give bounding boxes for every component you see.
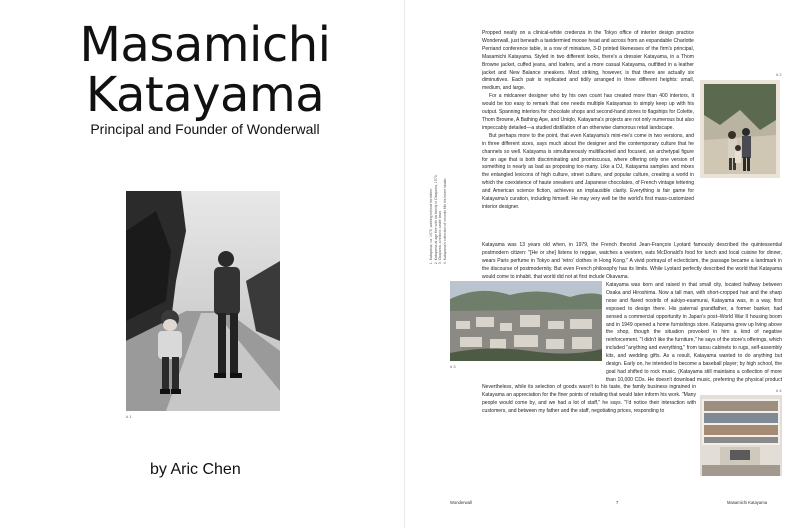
caption-line: 3. Okayama, a historic castle town. [438, 209, 442, 265]
body-column-bottom [482, 384, 696, 496]
byline: by Aric Chen [150, 461, 241, 478]
body-paragraph: Katayama was born and raised in that small city, located halfway between Osaka and Hiroshima. Now a tall man, with short-cropped hair and the sharp nose and flared nostrils of aukiyo-esamurai, Katayama was, in a way, first exposed to design there. His paternal grandfather, a former banker, had sensed a commercial opportunity in Japan's post–World War II housing boom and in 1949 opened a home furnishings store. Katayama grew up living above the shop, though the situation provoked in him a kind of negative reinforcement. "I didn't like the furniture," he says of the store's offerings, which included "anything and everything," from tansu cabinets to rugs, self-assembly kits, and wedding gifts. As a result, Katayama wanted to do anything but design. Early on, he intended to become a baseball player; by high school, the goal had shifted to rock music. (Katayama still maintains a collection of more than 10,000 CDs. He doesn't download music, preferring the physical product [606, 282, 782, 382]
body-paragraph: Propped neatly on a clinical-white credenza in the Tokyo office of interior design practice Wonderwall, just beneath a taxidermied moose head and across from an expandable Charlotte Perriand conference table, is a row of miniature, 3-D printed likenesses of the firm's principal, Masamichi Katayama. Styled in two different looks, there's a dressier Katayama, in a Thom Browne jacket, cuffed jeans, and loafers, and a more casual Katayama, outfitted in a leather jacket and New Balance sneakers. Most striking, however, is that there are actually six diminutives. Each pair is replicated and tidily arranged in three different heights: small, medium, and large. [482, 30, 694, 92]
photo-family-portrait [700, 80, 780, 178]
footer-article-name: Masamichi Katayama [727, 500, 768, 505]
photo-okayama-city [450, 281, 602, 361]
body-column-lower-right [606, 282, 782, 382]
photo-child-walking [126, 191, 280, 411]
caption-line: 4. Katayama's collection of records fills his home studio. [442, 177, 447, 265]
body-paragraph: Nevertheless, while its selection of goods wasn't to his taste, the family business ingrained in Katayama an appreciation for the finer points of retailing that would later inform his work. "Many people would come by, and we had a lot of staff," he says. "I'd notice their interaction with customers, and between my father and the staff, negotiating prices, responding to [482, 384, 696, 414]
figure-label-3: # 3 [450, 364, 456, 369]
photo-captions [418, 95, 456, 275]
footer-page-number: 7 [616, 500, 619, 505]
photo-record-shelves [700, 395, 782, 476]
article-subtitle: Principal and Founder of Wonderwall [90, 121, 320, 137]
body-paragraph: Katayama was 13 years old when, in 1979, the French theorist Jean-François Lyotard famously described the quintessential postmodern citizen: "[He or she] listens to reggae, watches a western, eats McDonald's food for lunch and local cuisine for dinner, wears Paris perfume in Tokyo and 'retro' clothes in Hong Kong." A vivid portrayal of eclecticism, the passage became a landmark in the discourse of postmodernity. But even French philosophy has its limits. While Lyotard perfectly described the world that Katayama would come to inhabit, that world did not at first include Okayama. [482, 242, 782, 278]
body-paragraph: But perhaps more to the point, that even Katayama's mini-me's come in two versions, and in three different sizes, says much about the designer and the contemporary culture that he channels so well. Katayama is simultaneously multifaceted and focused, an archetypal figure for an age that is both discriminating and promiscuous, where offering only one version of something is nearly as bad as proposing too many. Like a DJ, Katayama samples and mixes the entangled lexicons of high culture, street culture, and popular culture, creating a world in which the coexistence of haute sneakers and Japanese chocolates, of French vintage lettering and American science fiction, achieves an implausible clarity. Everything is fair game for Katayama's curation, including himself. He may very well be the world's first mass-customized interior designer. [482, 132, 694, 210]
body-paragraph: For a midcareer designer who by his own count has created more than 400 interiors, it would be too easy to remark that one needs multiple Katayamas to simply keep up with his output. Spanning interiors for chocolate shops and second-hand stores to flagships for Colette, Thom Browne, A Bathing Ape, and Uniqlo, Katayama's projects are not only numerous but also impeccably detailed—a studied distillation of an otherwise clamorous retail landscape. [482, 93, 694, 131]
article-title: Masamichi Katayama [79, 17, 331, 123]
caption-line: 1. Katayama, ca. 1970, walking behind his father. [428, 187, 433, 265]
figure-label-1: # 1 [126, 414, 132, 419]
figure-label-4: # 4 [776, 388, 782, 393]
body-column-mid [482, 242, 782, 278]
footer-section-name: Wonderwall [450, 500, 472, 505]
figure-label-2: # 2 [776, 72, 782, 77]
caption-line: 2. Katayama at age five with his family in Okayama, 1970. [433, 174, 438, 265]
